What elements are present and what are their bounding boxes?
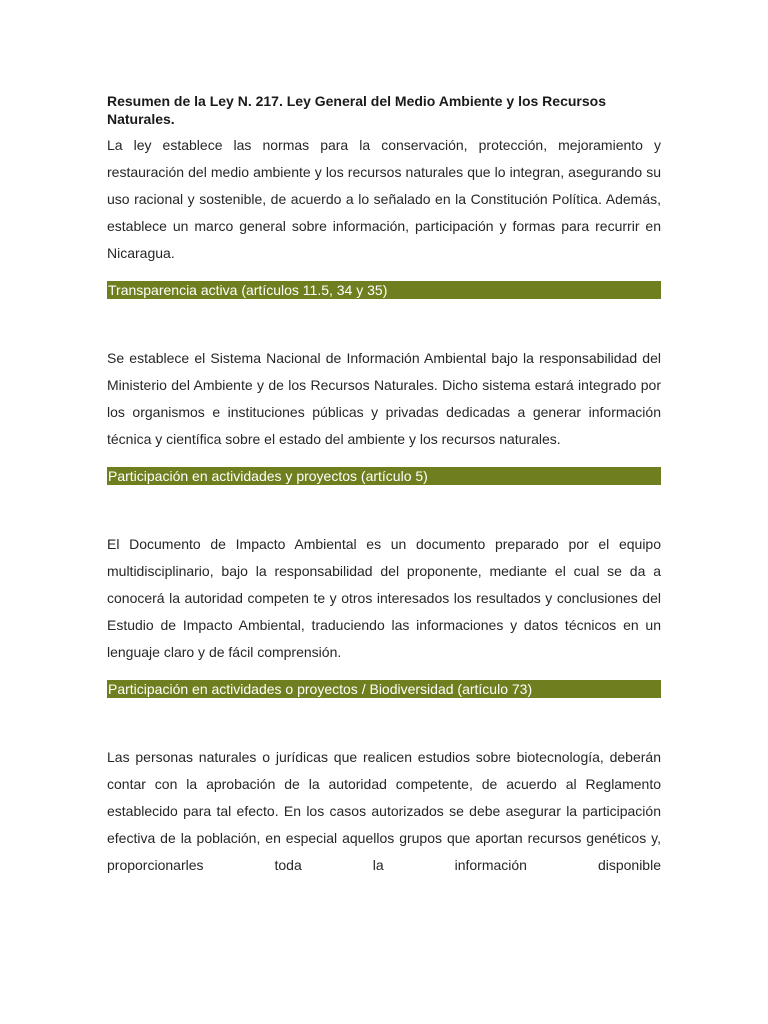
section-body-participacion: El Documento de Impacto Ambiental es un documento preparado por el equipo multidisciplinario, bajo la responsabilidad del proponente, mediante el cual se da a conocerá la autoridad competen te y otros interesados los resultados y conclusiones del Estudio de Impacto Ambiental, traduciendo las informaciones y datos técnicos en un lenguaje claro y de fácil comprensión. (107, 536, 661, 660)
document-title: Resumen de la Ley N. 217. Ley General del Medio Ambiente y los Recursos Naturales. (107, 93, 606, 127)
document-page (107, 92, 661, 879)
section-body-biodiversidad: Las personas naturales o jurídicas que realicen estudios sobre biotecnología, deberán contar con la aprobación de la autoridad competente, de acuerdo al Reglamento establecido para tal efecto. En los casos autorizados se debe asegurar la participación efectiva de la población, en especial aquellos grupos que aportan recursos genéticos y, proporcionarles toda la información disponible (107, 749, 661, 873)
intro-paragraph: La ley establece las normas para la conservación, protección, mejoramiento y restauración del medio ambiente y los recursos naturales que lo integran, asegurando su uso racional y sostenible, de acuerdo a lo señalado en la Constitución Política. Además, establece un marco general sobre información, participación y formas para recurrir en Nicaragua. (107, 137, 661, 261)
section-heading-biodiversidad: Participación en actividades o proyectos / Biodiversidad (artículo 73) (107, 680, 661, 698)
section-heading-participacion: Participación en actividades y proyectos (artículo 5) (107, 467, 661, 485)
section-heading-transparencia: Transparencia activa (artículos 11.5, 34 y 35) (107, 281, 661, 299)
section-body-transparencia: Se establece el Sistema Nacional de Información Ambiental bajo la responsabilidad del Ministerio del Ambiente y de los Recursos Naturales. Dicho sistema estará integrado por los organismos e instituciones públicas y privadas dedicadas a generar información técnica y científica sobre el estado del ambiente y los recursos naturales. (107, 350, 661, 447)
